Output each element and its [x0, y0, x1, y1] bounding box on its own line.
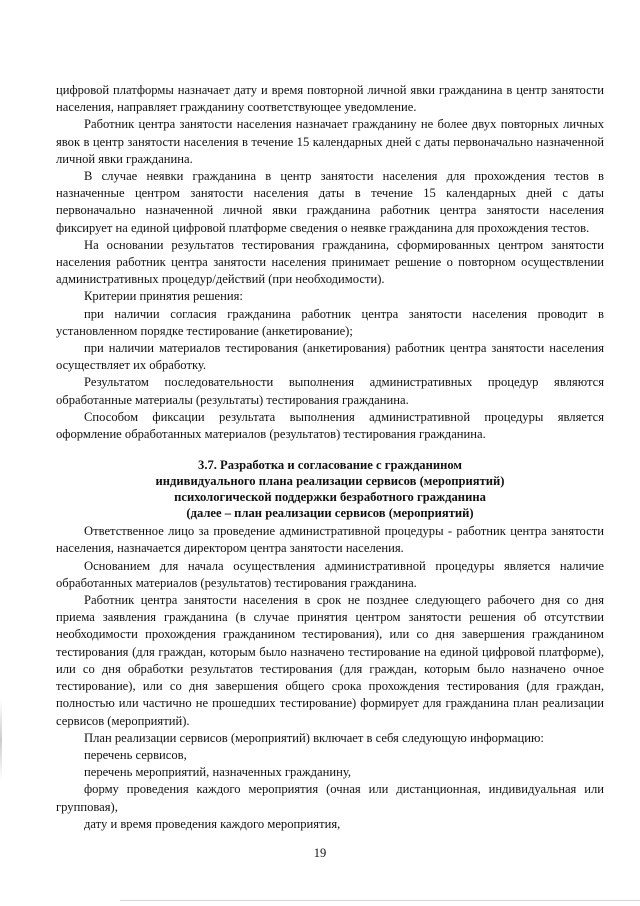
section-heading-line: (далее – план реализации сервисов (мероприятий)	[186, 506, 474, 521]
paragraph: при наличии материалов тестирования (анкетирования) работник центра занятости населения осуществляет их обработку.	[56, 341, 604, 373]
scan-bottom-line	[120, 900, 640, 901]
paragraph: при наличии согласия гражданина работник центра занятости населения проводит в установленном порядке тестирование (анкетирование);	[56, 306, 604, 338]
document-body	[56, 82, 604, 833]
paragraph: Работник центра занятости населения в срок не позднее следующего рабочего дня со дня приема заявления гражданина (в случае принятия центром занятости решения об отсутствии необходимости прохождения гражданином тестирования), или со дня завершения гражданином тестирования (для граждан, которым было назначено тестирование на единой цифровой платформе), или со дня обработки результатов тестирования (для граждан, которым было назначено очное тестирование), или со дня завершения общего срока прохождения тестирования (для граждан, полностью или частично не прошедших тестирование) формирует для гражданина план реализации сервисов (мероприятий).	[56, 593, 604, 728]
paragraph: Работник центра занятости населения назначает гражданину не более двух повторных личных явок в центр занятости населения в течение 15 календарных дней с даты первоначально назначенной личной явки гражданина.	[56, 117, 604, 166]
page-number: 19	[313, 846, 327, 860]
section-heading-line: 3.7. Разработка и согласование с гражданином	[198, 458, 462, 473]
paragraph: Ответственное лицо за проведение административной процедуры - работник центра занятости населения, назначается директором центра занятости населения.	[56, 524, 604, 556]
list-item: форму проведения каждого мероприятия (очная или дистанционная, индивидуальная или групповая),	[56, 782, 604, 814]
paragraph-continuation: цифровой платформы назначает дату и время повторной личной явки гражданина в центр занятости населения, направляет гражданину соответствующее уведомление.	[56, 83, 604, 115]
section-heading-line: психологической поддержки безработного гражданина	[174, 490, 486, 505]
scan-edge-mark	[0, 700, 2, 780]
section-heading	[56, 457, 604, 521]
paragraph: Результатом последовательности выполнения административных процедур являются обработанные материалы (результаты) тестирования гражданина.	[56, 375, 604, 407]
list-item: перечень сервисов,	[84, 747, 187, 762]
paragraph: План реализации сервисов (мероприятий) включает в себя следующую информацию:	[84, 730, 544, 745]
paragraph: Критерии принятия решения:	[84, 289, 243, 304]
paragraph: Способом фиксации результата выполнения административной процедуры является оформление обработанных материалов (результатов) тестирования гражданина.	[56, 409, 604, 442]
paragraph: На основании результатов тестирования гражданина, сформированных центром занятости населения работник центра занятости населения принимает решение о повторном осуществлении административных процедур/действий (при необходимости).	[56, 237, 604, 287]
paragraph: В случае неявки гражданина в центр занятости населения для прохождения тестов в назначенные центром занятости населения даты в течение 15 календарных дней с даты первоначально назначенной личной явки гражданина работник центра занятости населения фиксирует на единой цифровой платформе сведения о неявке гражданина для прохождения тестов.	[56, 169, 604, 235]
list-item: перечень мероприятий, назначенных гражданину,	[84, 765, 352, 780]
paragraph: Основанием для начала осуществления административной процедуры является наличие обработанных материалов (результатов) тестирования гражданина.	[56, 558, 604, 590]
section-heading-line: индивидуального плана реализации сервисов (мероприятий)	[155, 474, 505, 489]
list-item: дату и время проведения каждого мероприятия,	[84, 816, 341, 831]
